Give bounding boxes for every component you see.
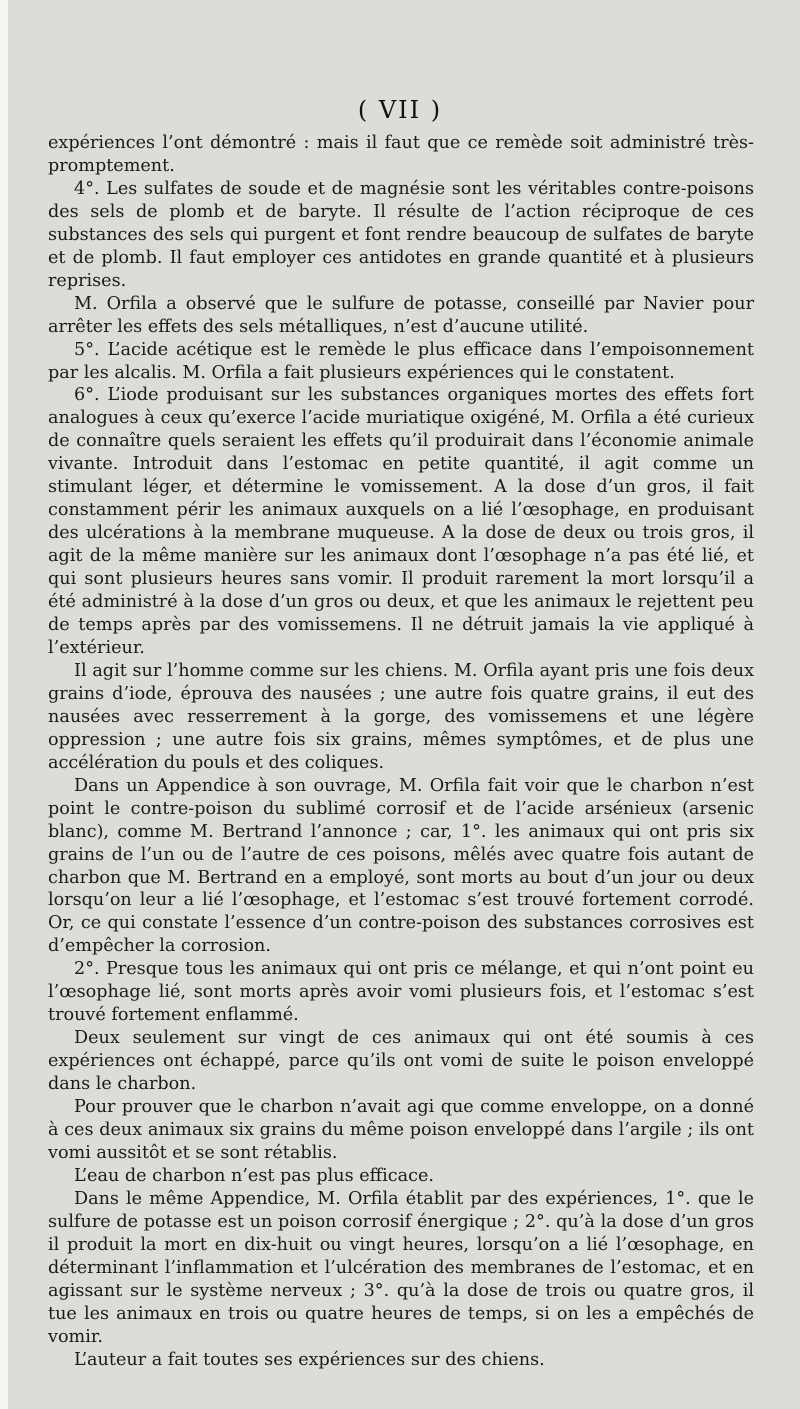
paragraph-meme-appendice: Dans le même Appendice, M. Orfila établit par des expériences, 1°. que le sulfure de potasse est un poison corrosif énergique ; 2°. qu’à la dose d’un gros il produit la mort en dix-huit ou vingt heures, lorsqu’on a lié l’œsophage, en déterminant l’inflammation et l’ulcération des membranes de l’estomac, et en agissant sur le système nerveux ; 3°. qu’à la dose de trois ou quatre gros, il tue les animaux en trois ou quatre heures de temps, si on les a empêchés de vomir.: [48, 1188, 754, 1347]
paragraph-chiens: L’auteur a fait toutes ses expériences sur des chiens.: [74, 1349, 545, 1370]
paragraph-sulfates: 4°. Les sulfates de soude et de magnésie sont les véritables contre-poisons des sels de plomb et de baryte. Il résulte de l’action réciproque de ces substances des sels qui purgent et font rendre beaucoup de sulfates de baryte et de plomb. Il faut employer ces antidotes en grande quantité et à plusieurs reprises.: [48, 178, 754, 291]
paragraph-acide-acetique: 5°. L’acide acétique est le remède le plus efficace dans l’empoisonnement par les alcalis. M. Orfila a fait plusieurs expériences qui le constatent.: [48, 339, 754, 383]
paragraph-eau-charbon: L’eau de charbon n’est pas plus efficace.: [74, 1165, 434, 1186]
paragraph-appendice-charbon: Dans un Appendice à son ouvrage, M. Orfila fait voir que le charbon n’est point le contre-poison du sublimé corrosif et de l’acide arsénieux (arsenic blanc), comme M. Bertrand l’annonce ; car, 1°. les animaux qui ont pris six grains de l’un ou de l’autre de ces poisons, mêlés avec quatre fois autant de charbon que M. Bertrand en a employé, sont morts au bout d’un jour ou deux lorsqu’on leur a lié l’œsophage, et l’estomac s’est trouvé fortement corrodé. Or, ce qui constate l’essence d’un contre-poison des substances corrosives est d’empêcher la corrosion.: [48, 775, 754, 957]
paragraph-argile: Pour prouver que le charbon n’avait agi que comme enveloppe, on a donné à ces deux animaux six grains du même poison enveloppé dans l’argile ; ils ont vomi aussitôt et se sont rétablis.: [48, 1097, 754, 1163]
paragraph-continuation: expériences l’ont démontré : mais il faut que ce remède soit administré très-promptement.: [48, 133, 754, 176]
paragraph-deux-seulement: Deux seulement sur vingt de ces animaux qui ont été soumis à ces expériences ont échappé, parce qu’ils ont vomi de suite le poison enveloppé dans le charbon.: [48, 1028, 754, 1095]
paragraph-iode: 6°. L’iode produisant sur les substances organiques mortes des effets fort analogues à ceux qu’exerce l’acide muriatique oxigéné, M. Orfila a été curieux de connaître quels seraient les effets qu’il produirait dans l’économie animale vivante. Introduit dans l’estomac en petite quantité, il agit comme un stimulant léger, et détermine le vomissement. A la dose d’un gros, il fait constamment périr les animaux auxquels on a lié l’œsophage, en produisant des ulcérations à la membrane muqueuse. A la dose de deux ou trois gros, il agit de la même manière sur les animaux dont l’œsophage n’a pas été lié, et qui sont plusieurs heures sans vomir. Il produit rarement la mort lorsqu’il a été administré à la dose d’un gros ou deux, et que les animaux le rejettent peu de temps après par des vomissemens. Il ne détruit jamais la vie appliqué à l’extérieur.: [48, 385, 754, 658]
paragraph-iode-homme: Il agit sur l’homme comme sur les chiens. M. Orfila ayant pris une fois deux grains d’iode, éprouva des nausées ; une autre fois quatre grains, il eut des nausées avec resserrement à la gorge, des vomissemens et une légère oppression ; une autre fois six grains, mêmes symptômes, et de plus une accélération du pouls et des coliques.: [48, 660, 754, 773]
page-number: ( VII ): [357, 96, 443, 124]
paragraph-melange: 2°. Presque tous les animaux qui ont pris ce mélange, et qui n’ont point eu l’œsophage lié, sont morts après avoir vomi plusieurs fois, et l’estomac s’est trouvé fortement enflammé.: [48, 959, 754, 1026]
page-edge: [0, 0, 8, 1409]
paragraph-sulfure-potasse: M. Orfila a observé que le sulfure de potasse, conseillé par Navier pour arrêter les effets des sels métalliques, n’est d’aucune utilité.: [48, 293, 754, 337]
body-text: [48, 132, 754, 1371]
